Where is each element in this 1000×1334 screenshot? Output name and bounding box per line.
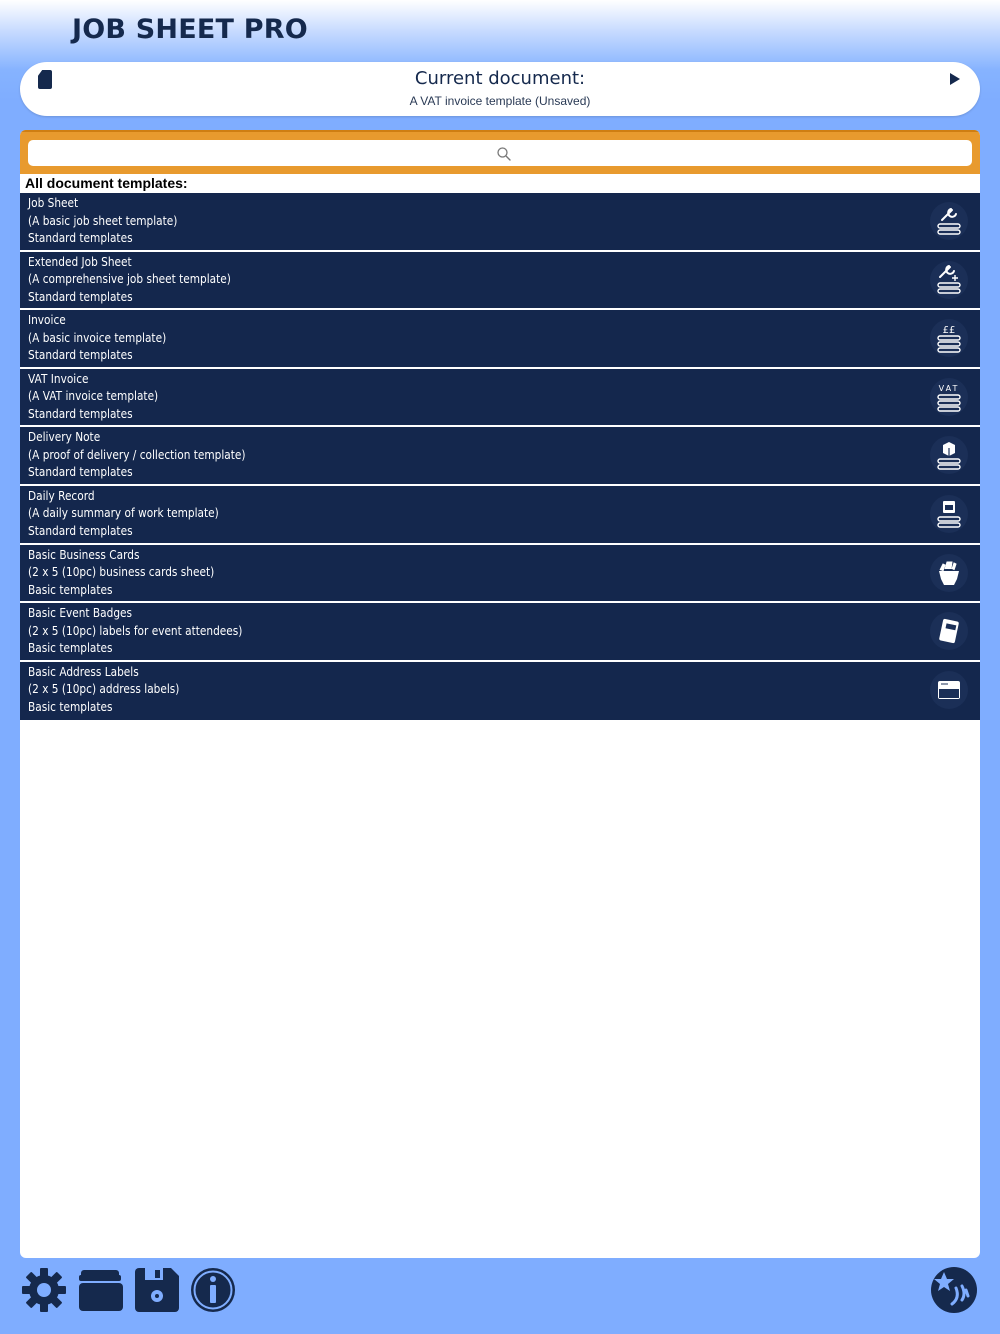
list-item[interactable] — [20, 603, 980, 662]
template-category: Basic templates — [28, 641, 113, 656]
template-category: Standard templates — [28, 231, 133, 245]
template-description: (A basic invoice template) — [28, 330, 167, 345]
save-icon[interactable] — [133, 1266, 181, 1314]
template-description: (A comprehensive job sheet template) — [28, 272, 231, 287]
list-item[interactable] — [20, 369, 980, 428]
current-document-name: A VAT invoice template (Unsaved) — [409, 94, 591, 108]
template-category: Standard templates — [28, 348, 133, 363]
template-category: Standard templates — [28, 465, 133, 480]
box-form-icon — [930, 436, 968, 474]
list-item[interactable] — [20, 193, 980, 252]
hand-cards-icon — [930, 554, 968, 592]
template-title: Basic Address Labels — [28, 664, 139, 679]
badge-icon — [930, 612, 968, 650]
wrench-plus-form-icon — [930, 261, 968, 299]
gear-icon[interactable] — [20, 1266, 68, 1314]
wrench-form-icon — [930, 202, 968, 240]
template-description: (A proof of delivery / collection template) — [28, 447, 246, 462]
list-item[interactable] — [20, 252, 980, 311]
template-category: Standard templates — [28, 289, 133, 304]
template-title: Job Sheet — [28, 196, 79, 210]
current-document-bar[interactable] — [20, 62, 980, 116]
templates-panel — [20, 130, 980, 1258]
search-bar — [20, 130, 980, 174]
svg-text:VAT: VAT — [938, 383, 960, 393]
template-title: Delivery Note — [28, 430, 101, 445]
template-title: Invoice — [28, 313, 66, 328]
section-title: All document templates: — [25, 175, 188, 191]
template-category: Standard templates — [28, 406, 133, 421]
pounds-form-icon — [930, 319, 968, 357]
list-item[interactable] — [20, 486, 980, 545]
play-icon[interactable] — [950, 73, 960, 85]
template-description: (A basic job sheet template) — [28, 213, 178, 228]
calendar-form-icon — [930, 495, 968, 533]
list-item[interactable] — [20, 545, 980, 604]
template-title: Extended Job Sheet — [28, 254, 132, 269]
star-promo-icon[interactable] — [930, 1266, 978, 1314]
template-title: Basic Business Cards — [28, 547, 140, 562]
list-item[interactable] — [20, 662, 980, 721]
info-icon[interactable] — [189, 1266, 237, 1314]
template-list — [20, 193, 980, 720]
folder-icon[interactable] — [77, 1266, 125, 1314]
list-item[interactable] — [20, 427, 980, 486]
template-description: (2 x 5 (10pc) labels for event attendees) — [28, 623, 243, 638]
template-title: Daily Record — [28, 488, 95, 503]
template-description: (A daily summary of work template) — [28, 506, 219, 521]
current-document-heading: Current document: — [414, 68, 586, 89]
template-category: Basic templates — [28, 699, 113, 714]
template-description: (A VAT invoice template) — [28, 389, 159, 404]
template-title: VAT Invoice — [28, 371, 89, 386]
address-label-icon — [930, 671, 968, 709]
search-icon — [496, 146, 512, 162]
template-title: Basic Event Badges — [28, 606, 133, 621]
template-description: (2 x 5 (10pc) business cards sheet) — [28, 565, 215, 580]
template-description: (2 x 5 (10pc) address labels) — [28, 682, 180, 697]
search-input[interactable] — [28, 140, 972, 166]
svg-text:££: ££ — [942, 325, 956, 337]
template-category: Standard templates — [28, 523, 133, 538]
template-category: Basic templates — [28, 582, 113, 597]
list-item[interactable] — [20, 310, 980, 369]
app-title: JOB SHEET PRO — [72, 14, 308, 45]
vat-form-icon — [930, 378, 968, 416]
